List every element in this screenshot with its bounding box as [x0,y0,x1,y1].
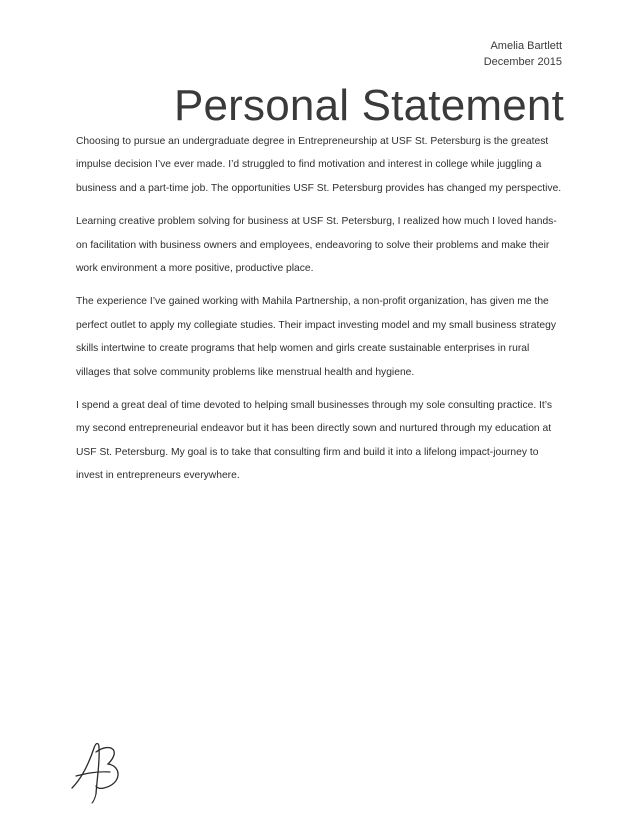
paragraph: Choosing to pursue an undergraduate degree in Entrepreneurship at USF St. Petersburg is the greatest impulse decision I’ve ever made. I’d struggled to find motivation and interest in college while juggling a business and a part-time job. The opportunities USF St. Petersburg provides has changed my perspective. [76,136,562,194]
author-name: Amelia Bartlett [490,40,562,52]
statement-body [76,130,564,498]
paragraph: Learning creative problem solving for business at USF St. Petersburg, I realized how much I loved hands-on facilitation with business owners and employees, endeavoring to solve their problems and make their work environment a more positive, productive place. [76,216,557,275]
paragraph: The experience I’ve gained working with Mahila Partnership, a non-profit organization, has given me the perfect outlet to apply my collegiate studies. Their impact investing model and my small business strategy skills intertwine to create programs that help women and girls create sustainable enterprises in rural villages that solve community problems like menstrual health and hygiene. [76,296,556,378]
document-date: December 2015 [483,56,562,68]
paragraph: I spend a great deal of time devoted to helping small businesses through my sole consulting practice. It’s my second entrepreneurial endeavor but it has been directly sown and nurtured through my education at USF St. Petersburg. My goal is to take that consulting firm and build it into a lifelong impact-journey to invest in entrepreneurs everywhere. [76,400,553,482]
header-meta [484,38,562,70]
signature-initials [66,738,126,804]
page-title: Personal Statement [173,81,564,130]
